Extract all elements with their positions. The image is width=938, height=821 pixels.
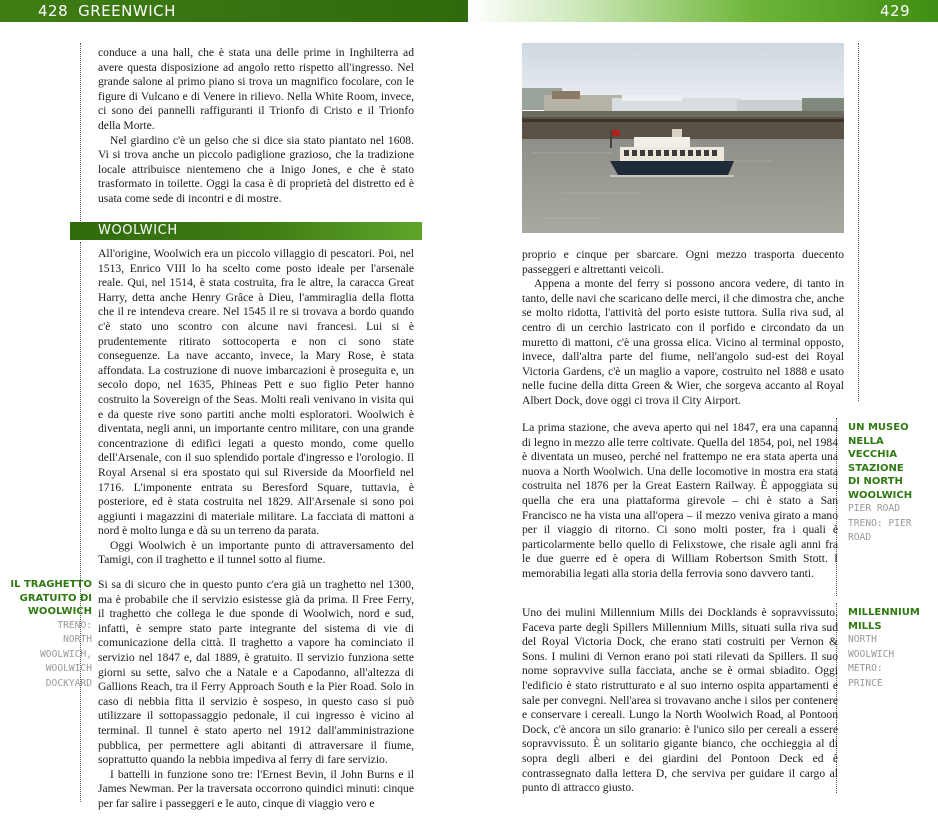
left-top-text xyxy=(98,46,414,207)
left-page-title: GREENWICH xyxy=(78,2,176,20)
paragraph: proprio e cinque per sbarcare. Ogni mezzo trasporta duecento passeggeri e altrettanti veicoli. xyxy=(522,248,844,276)
ferry-text xyxy=(98,578,414,812)
paragraph: La prima stazione, che aveva aperto qui nel 1847, era una capanna di legno in mezzo alle terre coltivate. Quella del 1854, poi, nel 1984 è diventata un museo, perché nel frattempo ne era stata aperta una nuova a North Woolwich. Una delle locomotive in mostra era stata costruita nel 1876 per la Great Eastern Railway. È appoggiata su quella che era una piattaforma girevole – chi è stato a San Francisco ne ha vista una all'opera – il mezzo veniva girato a mano per il viaggio di ritorno. Ci sono molti poster, fra i quali è particolarmente bello quello di Felixstowe, che risale agli anni fra le due guerre ed è opera di William Robertson Smith Stott. I memorabilia legati alla storia della ferrovia sono davvero tanti. xyxy=(522,421,838,580)
paragraph: conduce a una hall, che è stata una delle prime in Inghilterra ad avere questa disposizione ad angolo retto rispetto all'ingresso. Nel grande salone al primo piano si trova un magnifico focolare, con le figure di Vulcano e di Venere in rilievo. Nella White Room, invece, ci sono dei pannelli raffiguranti il Trionfo di Cristo e il Trionfo della Morte. xyxy=(98,46,414,132)
sidebar-meta-line: METRO: xyxy=(848,663,883,675)
left-page-number: 428 xyxy=(38,2,69,20)
ferry-sidebar xyxy=(4,578,92,691)
sidebar-meta-line: WOOLWICH xyxy=(45,663,92,675)
paragraph: Si sa di sicuro che in questo punto c'era già un traghetto nel 1300, ma è probabile che il servizio esistesse già da prima. Il Free Ferry, il traghetto che collega le due sponde di Woolwich, nord e sud, infatti, è sempre stato parte integrante del sistema di vie di comunicazione della città. Il traghetto a vapore ha cominciato il servizio nel 1847 e, dal 1889, è gratuito. Il servizio funziona sette giorni su sette, salvo che a Natale e a Capodanno, all'altezza di Gallions Reach, tra il Ferry Approach South e la Pier Road. Solo in caso di nebbia fitta il servizio è sospeso, in questo caso si può utilizzare il sottopassaggio pedonale, il cui ingresso è vicino al terminal. Il tunnel è stato aperto nel 1912 dall'amministrazione pubblica, per permettere agli abitanti di attraversare il fiume, soprattutto quando la nebbia impediva al ferry di fare servizio. xyxy=(98,578,414,767)
sidebar-meta-line: PRINCE xyxy=(848,677,883,689)
sidebar-meta-line: NORTH xyxy=(848,634,877,645)
sidebar-meta-line: PIER ROAD xyxy=(848,503,900,514)
dotted-rule-left-top xyxy=(80,43,81,221)
sidebar-meta-line: TRENO: xyxy=(57,619,92,631)
mills-text xyxy=(522,606,838,796)
sidebar-meta-line: ROAD xyxy=(848,532,872,544)
sidebar-title-line: WOOLWICH xyxy=(848,489,913,501)
sidebar-title-line: GRATUITO DI xyxy=(19,592,92,604)
sidebar-title-line: STAZIONE xyxy=(848,462,904,474)
ferry-photo xyxy=(522,43,844,233)
sidebar-title-line: NELLA VECCHIA xyxy=(848,435,898,460)
sidebar-title-line: MILLS xyxy=(848,620,882,632)
sidebar-title-line: MILLENNIUM xyxy=(848,607,920,618)
mills-sidebar xyxy=(848,606,936,691)
header-band-right xyxy=(470,0,938,22)
section-heading-bar xyxy=(70,222,422,240)
dotted-rule-right-top xyxy=(858,43,859,401)
sidebar-title-line: WOOLWICH xyxy=(27,606,92,617)
sidebar-title-line: DI NORTH xyxy=(848,476,903,487)
right-top-text xyxy=(522,248,844,409)
sidebar-meta-line: WOOLWICH, xyxy=(40,648,92,660)
right-page-number: 429 xyxy=(880,2,911,20)
paragraph: I battelli in funzione sono tre: l'Ernest Bevin, il John Burns e il James Newman. Per la traversata occorrono quindici minuti: cinque per far salire i passeggeri e le auto, cinque di viaggio vero e xyxy=(98,767,414,810)
paragraph: Uno dei mulini Millennium Mills dei Docklands è sopravvissuto. Faceva parte degli Spillers Millennium Mills, situati sulla riva sud del Royal Victoria Dock, che erano stati costruiti per Vernon & Sons. I mulini di Vernon erano poi stati rilevati da Spillers. Il suo nome sopravvive sulla facciata, anche se è ormai sbiadito. Oggi l'edificio è stato ristrutturato e al suo interno ospita appartamenti e sale per convegni. Nell'area si trovavano anche i silos per contenere e conservare i cereali. Lungo la North Woolwich Road, al Pontoon Dock, c'è ancora un silo granario: è l'unico silo per cereali a essere sopravvissuto. È un solitario gigante bianco, che occhieggia al di sopra degli alberi e dei giardini del Pontoon Deck ed è contrassegnato dalla lettera D, che serviva per guidare il cargo al punto di attracco giusto. xyxy=(522,606,838,795)
sidebar-meta-line: TRENO: PIER xyxy=(848,517,912,529)
sidebar-title-line: UN MUSEO xyxy=(848,422,909,433)
paragraph: Nel giardino c'è un gelso che si dice sia stato piantato nel 1608. Vi si trova anche un piccolo padiglione grazioso, che la tradizione locale attribuisce nientemeno che a Inigo Jones, e che è stato trasformato in toilette. Oggi la casa è di proprietà del distretto ed è usata come sede di incontri e di mostre. xyxy=(98,133,414,205)
sidebar-meta-line: WOOLWICH xyxy=(848,648,895,660)
sidebar-meta-line: DOCKYARD xyxy=(45,677,92,689)
paragraph: Appena a monte del ferry si possono ancora vedere, di tanto in tanto, delle navi che scaricano delle merci, il che dimostra che, anche se molto ridotta, l'attività del porto esiste tuttora. Sulla riva sud, al centro di un cerchio lastricato con il porfido e circondato da un muretto di mattoni, c'è una grossa elica. Vicino al terminal opposto, invece, dall'altra parte del fiume, nell'angolo sud-est dei Royal Victoria Gardens, c'è un maglio a vapore, costruito nel 1888 e usato nelle fucine della ditta Green & Wier, che sorgeva accanto al Royal Albert Dock, dove oggi ci trova il City Airport. xyxy=(522,277,844,407)
paragraph: Oggi Woolwich è un importante punto di attraversamento del Tamigi, con il traghetto e il tunnel sotto al fiume. xyxy=(98,538,414,567)
paragraph: All'origine, Woolwich era un piccolo villaggio di pescatori. Poi, nel 1513, Enrico VIII lo ha scelto come posto ideale per l'arsenale reale. Qui, nel 1514, è stata costruita, fra le altre, la caracca Great Harry, detta anche Henry Grâce à Dieu, l'ammiraglia della flotta che il re intendeva creare. Nel 1545 il re si trovava a bordo quando c'è stato uno scontro con alcune navi francesi. Lui si è prudentemente ritirato sottocoperta e non ci sono state conseguenze. La nave accanto, invece, la Mary Rose, è stata affondata. La costruzione di nuove imbarcazioni è proseguita e, un secolo dopo, nel 1635, Phineas Pett e suo figlio Peter hanno costruito la Sovereign of the Seas. Molti reali venivano in visita qui e da queste rive sono partiti anche molti esploratori. Woolwich è diventata, negli anni, un importante centro militare, con una grande concentrazione di edifici legati a questo mondo, come quello dell'Arsenale, con il suo splendido portale d'ingresso e l'orologio. Il Royal Arsenal si era spostato qui sul Riverside da Moorfield nel 1716. L'imponente entrata su Beresford Square, tuttavia, è posteriore, ed è stata costruita nel 1829. All'Arsenale si sono poi aggiunti i magazzini di materiale militare. La facciata di mattoni a nord è molto lunga e dà su un terreno da parata. xyxy=(98,247,414,538)
station-text xyxy=(522,421,838,582)
left-page-header xyxy=(38,2,176,20)
section-heading: WOOLWICH xyxy=(98,223,178,238)
woolwich-text xyxy=(98,247,414,568)
dotted-rule-left xyxy=(80,242,81,802)
ferry-boat-image xyxy=(522,43,844,233)
sidebar-meta-line: NORTH xyxy=(63,634,92,646)
sidebar-title-line: IL TRAGHETTO xyxy=(10,579,92,590)
station-sidebar xyxy=(848,421,936,546)
